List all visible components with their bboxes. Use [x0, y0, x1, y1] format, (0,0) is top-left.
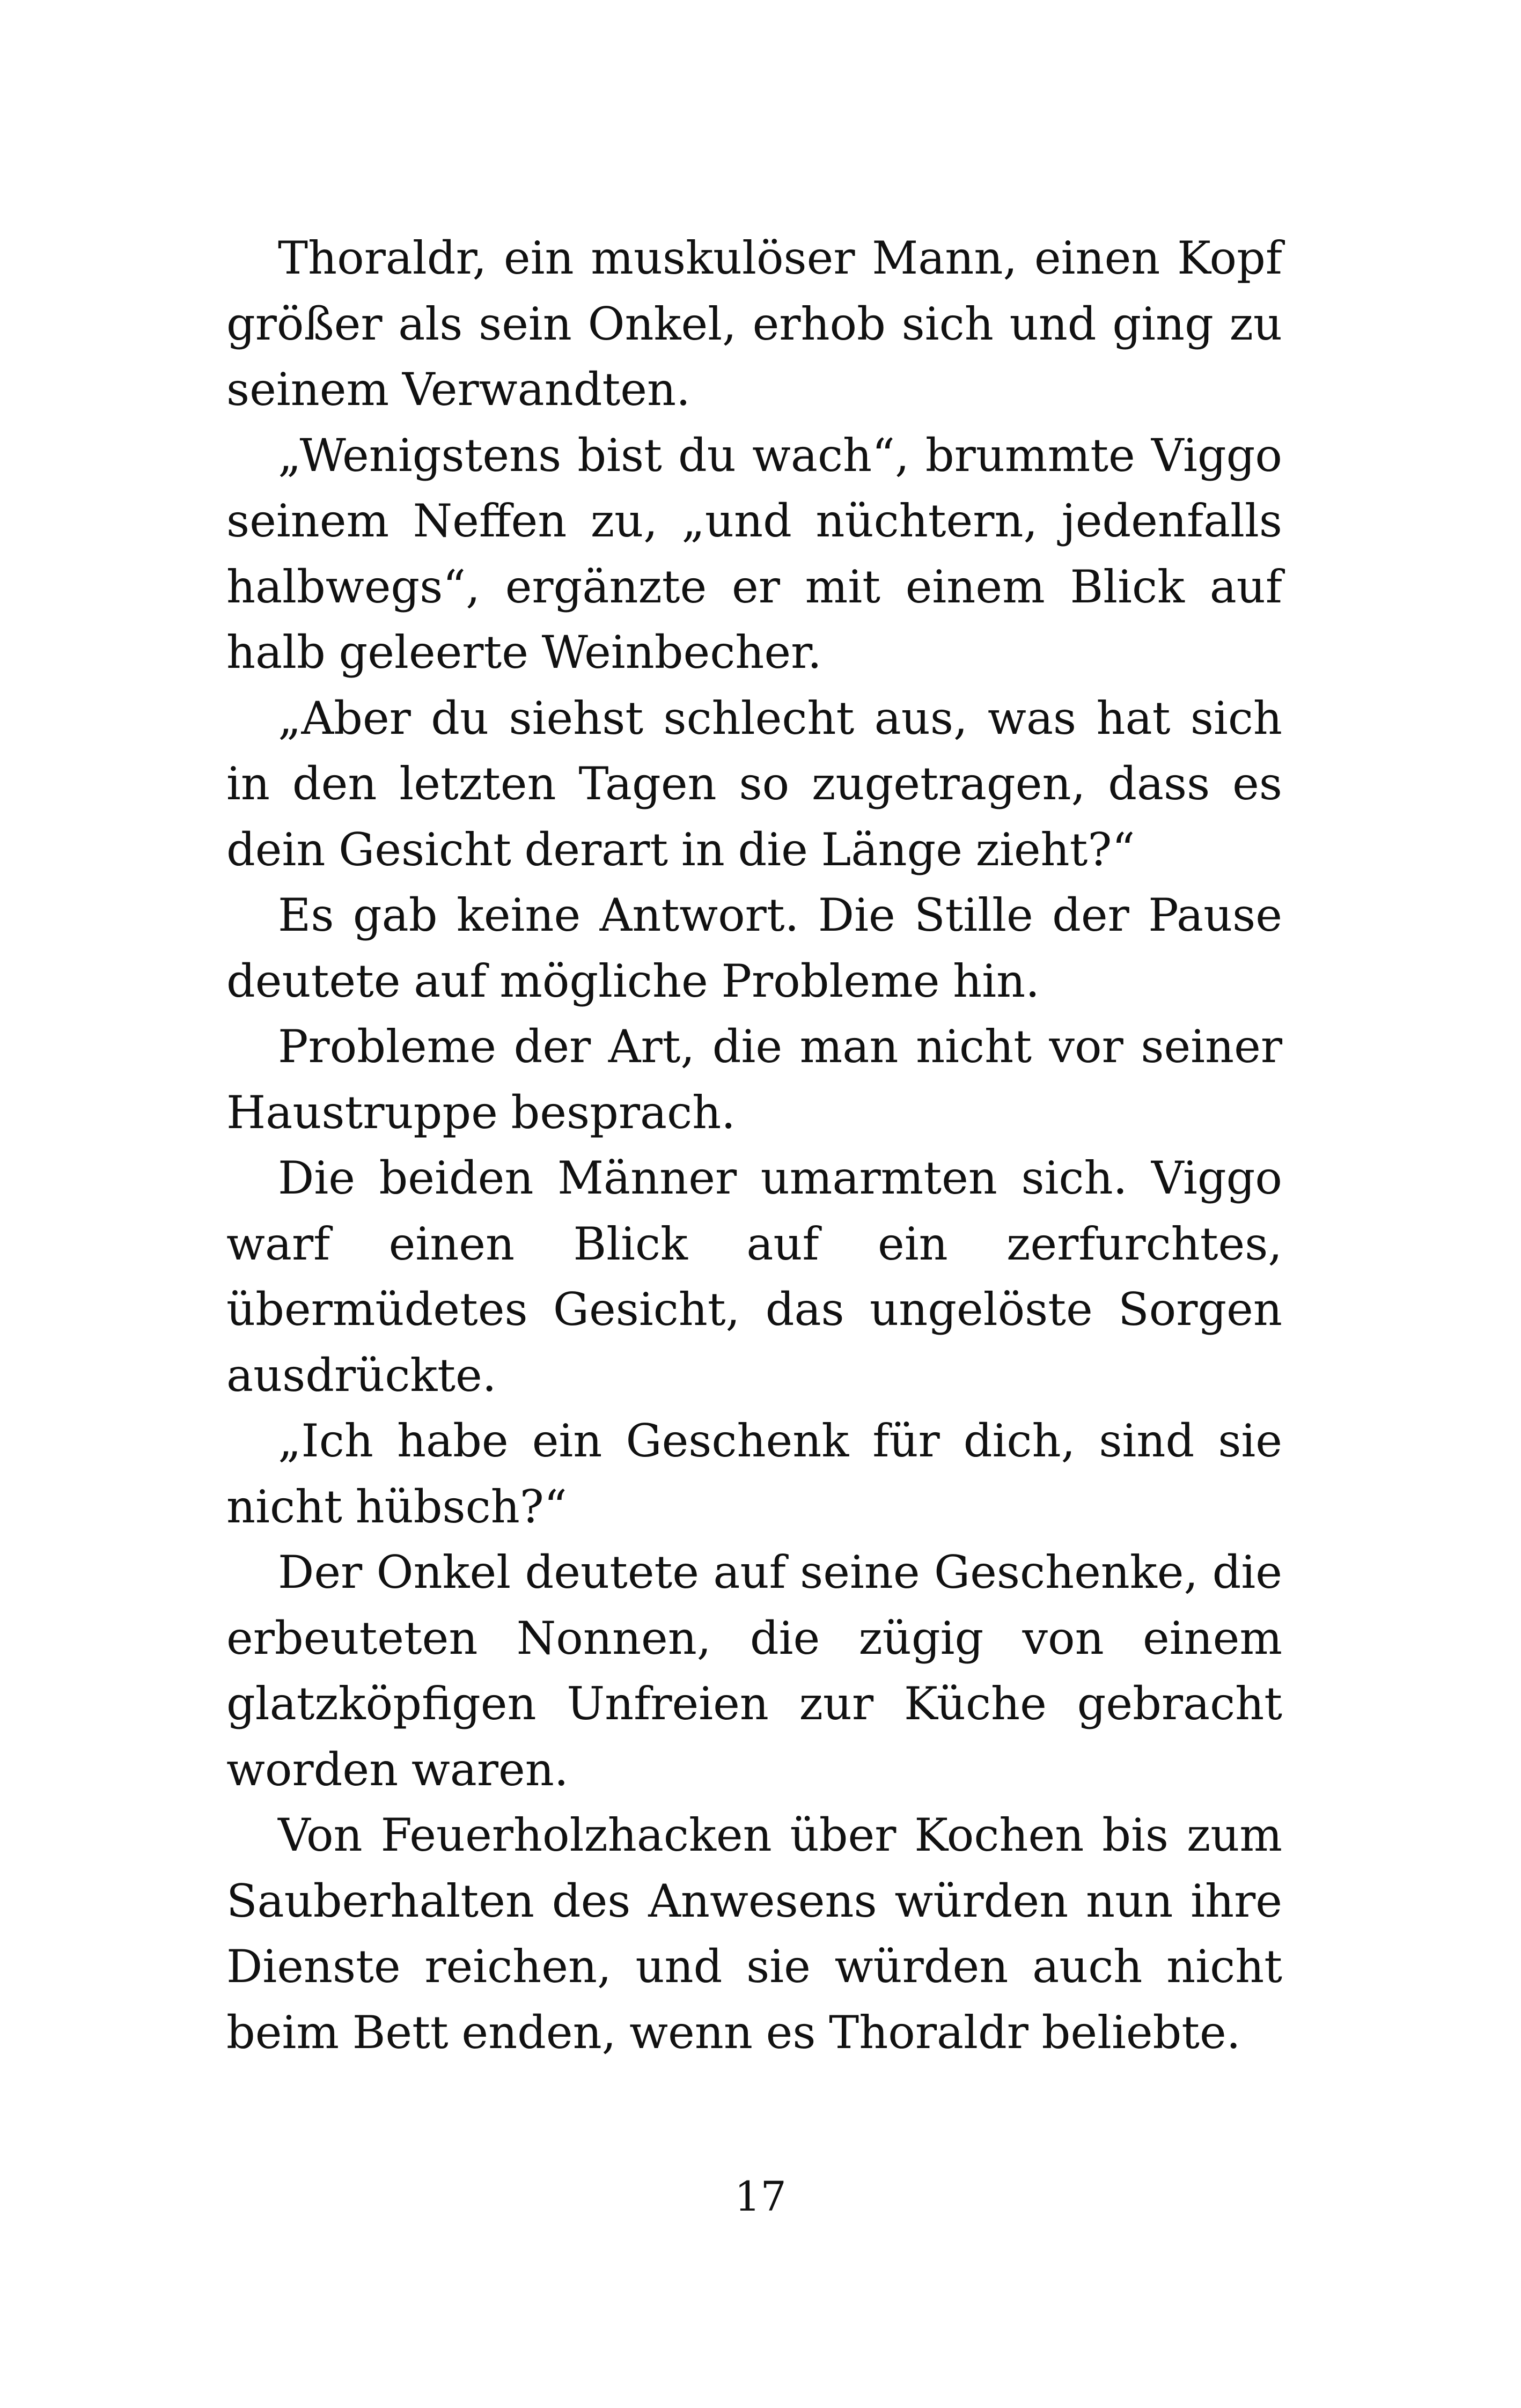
paragraph: Der Onkel deutete auf seine Geschenke, die erbeuteten Nonnen, die zügig von einem glatzköpfigen Unfreien zur Küche gebracht worden waren. — [226, 1546, 1282, 1796]
paragraph: „Aber du siehst schlecht aus, was hat sich in den letzten Tagen so zugetragen, dass es dein Gesicht derart in die Länge zieht?“ — [226, 691, 1282, 876]
paragraph: Die beiden Männer umarmten sich. Viggo warf einen Blick auf ein zerfurchtes, übermüdetes Gesicht, das ungelöste Sorgen ausdrückte. — [226, 1152, 1282, 1402]
paragraph: „Ich habe ein Geschenk für dich, sind sie nicht hübsch?“ — [226, 1415, 1282, 1533]
paragraph: „Wenigstens bist du wach“, brummte Viggo seinem Neffen zu, „und nüchtern, jedenfalls halbwegs“, ergänzte er mit einem Blick auf halb geleerte Weinbecher. — [226, 429, 1282, 679]
page-number: 17 — [734, 2173, 787, 2220]
paragraph: Thoraldr, ein muskulöser Mann, einen Kopf größer als sein Onkel, erhob sich und ging zu seinem Verwandten. — [226, 232, 1282, 416]
paragraph: Probleme der Art, die man nicht vor seiner Haustruppe besprach. — [226, 1020, 1282, 1139]
paragraph: Es gab keine Antwort. Die Stille der Pause deutete auf mögliche Probleme hin. — [226, 889, 1282, 1007]
paragraph: Von Feuerholzhacken über Kochen bis zum Sauberhalten des Anwesens würden nun ihre Dienste reichen, und sie würden auch nicht beim Bett enden, wenn es Thoraldr beliebte. — [226, 1809, 1282, 2059]
body-text — [226, 225, 1282, 2065]
